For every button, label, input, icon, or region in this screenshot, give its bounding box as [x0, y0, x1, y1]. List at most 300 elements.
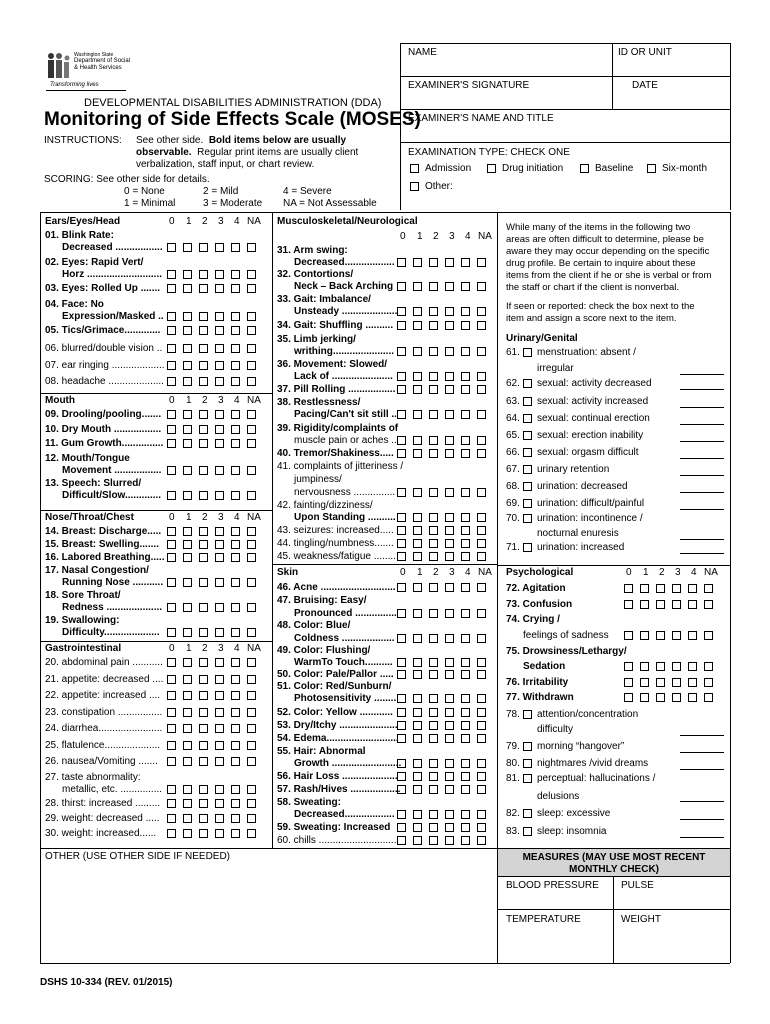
score-checkbox[interactable] [429, 347, 438, 356]
item-checkbox[interactable] [523, 710, 532, 719]
score-checkbox[interactable] [429, 449, 438, 458]
score-checkbox[interactable] [183, 243, 192, 252]
score-checkbox[interactable] [477, 372, 486, 381]
score-checkbox[interactable] [413, 307, 422, 316]
score-checkbox[interactable] [477, 785, 486, 794]
score-checkbox[interactable] [624, 662, 633, 671]
score-checkbox[interactable] [231, 829, 240, 838]
score-checkbox[interactable] [231, 691, 240, 700]
score-checkbox[interactable] [429, 810, 438, 819]
score-checkbox[interactable] [167, 466, 176, 475]
score-checkbox[interactable] [429, 436, 438, 445]
score-checkbox[interactable] [199, 829, 208, 838]
item-score-line[interactable] [680, 769, 724, 770]
score-checkbox[interactable] [477, 759, 486, 768]
score-checkbox[interactable] [461, 670, 470, 679]
score-checkbox[interactable] [167, 785, 176, 794]
score-checkbox[interactable] [445, 836, 454, 845]
score-checkbox[interactable] [445, 721, 454, 730]
score-checkbox[interactable] [397, 526, 406, 535]
score-checkbox[interactable] [656, 678, 665, 687]
score-checkbox[interactable] [397, 810, 406, 819]
score-checkbox[interactable] [477, 449, 486, 458]
item-score-line[interactable] [680, 441, 724, 442]
score-checkbox[interactable] [167, 361, 176, 370]
score-checkbox[interactable] [247, 410, 256, 419]
score-checkbox[interactable] [413, 347, 422, 356]
score-checkbox[interactable] [445, 449, 454, 458]
score-checkbox[interactable] [231, 658, 240, 667]
score-checkbox[interactable] [429, 670, 438, 679]
score-checkbox[interactable] [413, 609, 422, 618]
name-field[interactable] [401, 60, 611, 75]
score-checkbox[interactable] [413, 634, 422, 643]
score-checkbox[interactable] [461, 772, 470, 781]
score-checkbox[interactable] [624, 678, 633, 687]
score-checkbox[interactable] [397, 583, 406, 592]
score-checkbox[interactable] [477, 321, 486, 330]
score-checkbox[interactable] [183, 757, 192, 766]
score-checkbox[interactable] [445, 708, 454, 717]
score-checkbox[interactable] [445, 634, 454, 643]
score-checkbox[interactable] [231, 439, 240, 448]
score-checkbox[interactable] [429, 823, 438, 832]
item-checkbox[interactable] [523, 465, 532, 474]
score-checkbox[interactable] [477, 734, 486, 743]
score-checkbox[interactable] [247, 344, 256, 353]
score-checkbox[interactable] [624, 600, 633, 609]
score-checkbox[interactable] [247, 691, 256, 700]
score-checkbox[interactable] [445, 282, 454, 291]
score-checkbox[interactable] [183, 540, 192, 549]
score-checkbox[interactable] [167, 540, 176, 549]
score-checkbox[interactable] [247, 439, 256, 448]
drug-initiation-checkbox[interactable] [487, 164, 496, 173]
score-checkbox[interactable] [640, 631, 649, 640]
score-checkbox[interactable] [413, 372, 422, 381]
score-checkbox[interactable] [413, 282, 422, 291]
score-checkbox[interactable] [183, 691, 192, 700]
score-checkbox[interactable] [413, 721, 422, 730]
score-checkbox[interactable] [413, 539, 422, 548]
item-checkbox[interactable] [523, 379, 532, 388]
score-checkbox[interactable] [445, 552, 454, 561]
score-checkbox[interactable] [167, 578, 176, 587]
score-checkbox[interactable] [167, 741, 176, 750]
temperature-field[interactable] [499, 927, 611, 961]
score-checkbox[interactable] [215, 466, 224, 475]
score-checkbox[interactable] [445, 436, 454, 445]
score-checkbox[interactable] [413, 734, 422, 743]
score-checkbox[interactable] [688, 693, 697, 702]
score-checkbox[interactable] [477, 708, 486, 717]
score-checkbox[interactable] [199, 814, 208, 823]
score-checkbox[interactable] [672, 662, 681, 671]
score-checkbox[interactable] [215, 284, 224, 293]
item-78-score[interactable] [680, 735, 724, 736]
score-checkbox[interactable] [167, 243, 176, 252]
score-checkbox[interactable] [397, 321, 406, 330]
score-checkbox[interactable] [413, 836, 422, 845]
score-checkbox[interactable] [413, 321, 422, 330]
score-checkbox[interactable] [624, 584, 633, 593]
score-checkbox[interactable] [231, 491, 240, 500]
score-checkbox[interactable] [199, 270, 208, 279]
score-checkbox[interactable] [477, 347, 486, 356]
score-checkbox[interactable] [247, 724, 256, 733]
score-checkbox[interactable] [445, 488, 454, 497]
score-checkbox[interactable] [429, 694, 438, 703]
score-checkbox[interactable] [429, 759, 438, 768]
score-checkbox[interactable] [247, 540, 256, 549]
score-checkbox[interactable] [477, 583, 486, 592]
score-checkbox[interactable] [167, 527, 176, 536]
score-checkbox[interactable] [183, 724, 192, 733]
score-checkbox[interactable] [397, 372, 406, 381]
score-checkbox[interactable] [183, 410, 192, 419]
score-checkbox[interactable] [413, 385, 422, 394]
score-checkbox[interactable] [413, 708, 422, 717]
score-checkbox[interactable] [413, 694, 422, 703]
score-checkbox[interactable] [199, 377, 208, 386]
item-checkbox[interactable] [523, 774, 532, 783]
date-field[interactable] [613, 93, 729, 108]
item-checkbox[interactable] [523, 543, 532, 552]
score-checkbox[interactable] [397, 634, 406, 643]
score-checkbox[interactable] [231, 628, 240, 637]
score-checkbox[interactable] [461, 526, 470, 535]
score-checkbox[interactable] [247, 312, 256, 321]
score-checkbox[interactable] [183, 491, 192, 500]
item-score-line[interactable] [680, 407, 724, 408]
item-checkbox[interactable] [523, 482, 532, 491]
score-checkbox[interactable] [461, 658, 470, 667]
score-checkbox[interactable] [413, 670, 422, 679]
id-field[interactable] [613, 60, 729, 75]
score-checkbox[interactable] [477, 658, 486, 667]
score-checkbox[interactable] [199, 466, 208, 475]
score-checkbox[interactable] [231, 243, 240, 252]
score-checkbox[interactable] [183, 527, 192, 536]
score-checkbox[interactable] [215, 439, 224, 448]
score-checkbox[interactable] [183, 628, 192, 637]
score-checkbox[interactable] [167, 425, 176, 434]
score-checkbox[interactable] [413, 785, 422, 794]
score-checkbox[interactable] [640, 678, 649, 687]
score-checkbox[interactable] [656, 600, 665, 609]
score-checkbox[interactable] [397, 410, 406, 419]
score-checkbox[interactable] [445, 823, 454, 832]
score-checkbox[interactable] [183, 312, 192, 321]
score-checkbox[interactable] [397, 258, 406, 267]
score-checkbox[interactable] [183, 708, 192, 717]
score-checkbox[interactable] [183, 603, 192, 612]
score-checkbox[interactable] [397, 552, 406, 561]
score-checkbox[interactable] [461, 488, 470, 497]
score-checkbox[interactable] [461, 759, 470, 768]
score-checkbox[interactable] [397, 307, 406, 316]
score-checkbox[interactable] [413, 583, 422, 592]
score-checkbox[interactable] [231, 578, 240, 587]
score-checkbox[interactable] [397, 836, 406, 845]
score-checkbox[interactable] [397, 347, 406, 356]
score-checkbox[interactable] [215, 785, 224, 794]
score-checkbox[interactable] [167, 603, 176, 612]
score-checkbox[interactable] [640, 693, 649, 702]
score-checkbox[interactable] [167, 553, 176, 562]
score-checkbox[interactable] [167, 326, 176, 335]
score-checkbox[interactable] [461, 436, 470, 445]
score-checkbox[interactable] [167, 708, 176, 717]
score-checkbox[interactable] [247, 628, 256, 637]
score-checkbox[interactable] [656, 584, 665, 593]
score-checkbox[interactable] [461, 372, 470, 381]
score-checkbox[interactable] [429, 609, 438, 618]
score-checkbox[interactable] [231, 326, 240, 335]
item-score-line[interactable] [680, 837, 724, 838]
score-checkbox[interactable] [704, 662, 713, 671]
score-checkbox[interactable] [397, 694, 406, 703]
score-checkbox[interactable] [247, 553, 256, 562]
score-checkbox[interactable] [215, 527, 224, 536]
score-checkbox[interactable] [199, 691, 208, 700]
score-checkbox[interactable] [477, 772, 486, 781]
score-checkbox[interactable] [461, 449, 470, 458]
score-checkbox[interactable] [445, 321, 454, 330]
score-checkbox[interactable] [215, 344, 224, 353]
score-checkbox[interactable] [445, 670, 454, 679]
score-checkbox[interactable] [445, 258, 454, 267]
score-checkbox[interactable] [461, 307, 470, 316]
score-checkbox[interactable] [183, 425, 192, 434]
score-checkbox[interactable] [215, 675, 224, 684]
score-checkbox[interactable] [445, 658, 454, 667]
score-checkbox[interactable] [215, 799, 224, 808]
score-checkbox[interactable] [397, 823, 406, 832]
score-checkbox[interactable] [215, 326, 224, 335]
item-checkbox[interactable] [523, 809, 532, 818]
score-checkbox[interactable] [461, 734, 470, 743]
score-checkbox[interactable] [429, 785, 438, 794]
score-checkbox[interactable] [167, 270, 176, 279]
score-checkbox[interactable] [672, 584, 681, 593]
score-checkbox[interactable] [397, 609, 406, 618]
score-checkbox[interactable] [672, 693, 681, 702]
baseline-checkbox[interactable] [580, 164, 589, 173]
score-checkbox[interactable] [461, 836, 470, 845]
score-checkbox[interactable] [461, 785, 470, 794]
score-checkbox[interactable] [413, 772, 422, 781]
score-checkbox[interactable] [215, 270, 224, 279]
score-checkbox[interactable] [477, 823, 486, 832]
score-checkbox[interactable] [183, 466, 192, 475]
score-checkbox[interactable] [231, 361, 240, 370]
score-checkbox[interactable] [183, 344, 192, 353]
score-checkbox[interactable] [445, 307, 454, 316]
score-checkbox[interactable] [231, 603, 240, 612]
score-checkbox[interactable] [640, 600, 649, 609]
score-checkbox[interactable] [247, 377, 256, 386]
score-checkbox[interactable] [397, 734, 406, 743]
score-checkbox[interactable] [247, 603, 256, 612]
score-checkbox[interactable] [215, 377, 224, 386]
score-checkbox[interactable] [477, 436, 486, 445]
score-checkbox[interactable] [477, 694, 486, 703]
score-checkbox[interactable] [247, 829, 256, 838]
item-81-score[interactable] [680, 801, 724, 802]
score-checkbox[interactable] [640, 662, 649, 671]
score-checkbox[interactable] [183, 270, 192, 279]
score-checkbox[interactable] [477, 385, 486, 394]
score-checkbox[interactable] [429, 385, 438, 394]
score-checkbox[interactable] [231, 757, 240, 766]
score-checkbox[interactable] [672, 678, 681, 687]
score-checkbox[interactable] [461, 609, 470, 618]
score-checkbox[interactable] [231, 675, 240, 684]
score-checkbox[interactable] [199, 757, 208, 766]
score-checkbox[interactable] [231, 708, 240, 717]
score-checkbox[interactable] [477, 307, 486, 316]
score-checkbox[interactable] [199, 799, 208, 808]
score-checkbox[interactable] [461, 282, 470, 291]
score-checkbox[interactable] [231, 377, 240, 386]
score-checkbox[interactable] [231, 344, 240, 353]
score-checkbox[interactable] [477, 282, 486, 291]
item-checkbox[interactable] [523, 397, 532, 406]
six-month-checkbox[interactable] [647, 164, 656, 173]
score-checkbox[interactable] [477, 810, 486, 819]
item-score-line[interactable] [680, 475, 724, 476]
score-checkbox[interactable] [199, 344, 208, 353]
score-checkbox[interactable] [704, 631, 713, 640]
score-checkbox[interactable] [477, 526, 486, 535]
score-checkbox[interactable] [624, 693, 633, 702]
score-checkbox[interactable] [231, 425, 240, 434]
score-checkbox[interactable] [397, 670, 406, 679]
score-checkbox[interactable] [656, 662, 665, 671]
score-checkbox[interactable] [167, 829, 176, 838]
score-checkbox[interactable] [183, 741, 192, 750]
score-checkbox[interactable] [183, 814, 192, 823]
score-checkbox[interactable] [199, 243, 208, 252]
item-score-line[interactable] [680, 752, 724, 753]
score-checkbox[interactable] [247, 799, 256, 808]
score-checkbox[interactable] [461, 583, 470, 592]
score-checkbox[interactable] [231, 527, 240, 536]
examiner-field[interactable] [401, 126, 729, 141]
score-checkbox[interactable] [215, 553, 224, 562]
score-checkbox[interactable] [477, 258, 486, 267]
item-70-score[interactable] [680, 539, 724, 540]
score-checkbox[interactable] [183, 675, 192, 684]
score-checkbox[interactable] [183, 799, 192, 808]
score-checkbox[interactable] [199, 312, 208, 321]
score-checkbox[interactable] [215, 628, 224, 637]
score-checkbox[interactable] [247, 814, 256, 823]
score-checkbox[interactable] [215, 741, 224, 750]
score-checkbox[interactable] [167, 799, 176, 808]
score-checkbox[interactable] [397, 772, 406, 781]
score-checkbox[interactable] [477, 488, 486, 497]
score-checkbox[interactable] [215, 691, 224, 700]
score-checkbox[interactable] [247, 578, 256, 587]
score-checkbox[interactable] [445, 513, 454, 522]
score-checkbox[interactable] [429, 513, 438, 522]
blood-pressure-field[interactable] [499, 893, 611, 908]
score-checkbox[interactable] [167, 491, 176, 500]
score-checkbox[interactable] [429, 372, 438, 381]
other-checkbox[interactable] [410, 182, 419, 191]
score-checkbox[interactable] [199, 326, 208, 335]
score-checkbox[interactable] [199, 578, 208, 587]
score-checkbox[interactable] [413, 488, 422, 497]
score-checkbox[interactable] [477, 539, 486, 548]
score-checkbox[interactable] [167, 628, 176, 637]
score-checkbox[interactable] [231, 741, 240, 750]
score-checkbox[interactable] [247, 466, 256, 475]
score-checkbox[interactable] [429, 321, 438, 330]
score-checkbox[interactable] [397, 785, 406, 794]
score-checkbox[interactable] [445, 539, 454, 548]
score-checkbox[interactable] [199, 675, 208, 684]
score-checkbox[interactable] [461, 810, 470, 819]
item-checkbox[interactable] [523, 742, 532, 751]
score-checkbox[interactable] [167, 757, 176, 766]
score-checkbox[interactable] [167, 312, 176, 321]
score-checkbox[interactable] [429, 282, 438, 291]
score-checkbox[interactable] [231, 312, 240, 321]
score-checkbox[interactable] [183, 377, 192, 386]
score-checkbox[interactable] [429, 721, 438, 730]
score-checkbox[interactable] [397, 708, 406, 717]
score-checkbox[interactable] [704, 693, 713, 702]
score-checkbox[interactable] [167, 658, 176, 667]
score-checkbox[interactable] [247, 757, 256, 766]
score-checkbox[interactable] [397, 488, 406, 497]
score-checkbox[interactable] [199, 425, 208, 434]
score-checkbox[interactable] [231, 553, 240, 562]
score-checkbox[interactable] [445, 734, 454, 743]
score-checkbox[interactable] [477, 410, 486, 419]
score-checkbox[interactable] [215, 243, 224, 252]
score-checkbox[interactable] [688, 631, 697, 640]
score-checkbox[interactable] [445, 759, 454, 768]
score-checkbox[interactable] [413, 759, 422, 768]
score-checkbox[interactable] [461, 721, 470, 730]
signature-field[interactable] [401, 93, 611, 108]
score-checkbox[interactable] [429, 836, 438, 845]
score-checkbox[interactable] [445, 583, 454, 592]
score-checkbox[interactable] [199, 410, 208, 419]
score-checkbox[interactable] [640, 584, 649, 593]
item-checkbox[interactable] [523, 414, 532, 423]
score-checkbox[interactable] [183, 785, 192, 794]
score-checkbox[interactable] [445, 772, 454, 781]
score-checkbox[interactable] [461, 552, 470, 561]
score-checkbox[interactable] [247, 270, 256, 279]
score-checkbox[interactable] [397, 449, 406, 458]
score-checkbox[interactable] [461, 321, 470, 330]
admission-checkbox[interactable] [410, 164, 419, 173]
score-checkbox[interactable] [183, 829, 192, 838]
score-checkbox[interactable] [688, 584, 697, 593]
score-checkbox[interactable] [429, 307, 438, 316]
item-score-line[interactable] [680, 509, 724, 510]
score-checkbox[interactable] [429, 634, 438, 643]
score-checkbox[interactable] [429, 539, 438, 548]
score-checkbox[interactable] [199, 284, 208, 293]
item-checkbox[interactable] [523, 499, 532, 508]
